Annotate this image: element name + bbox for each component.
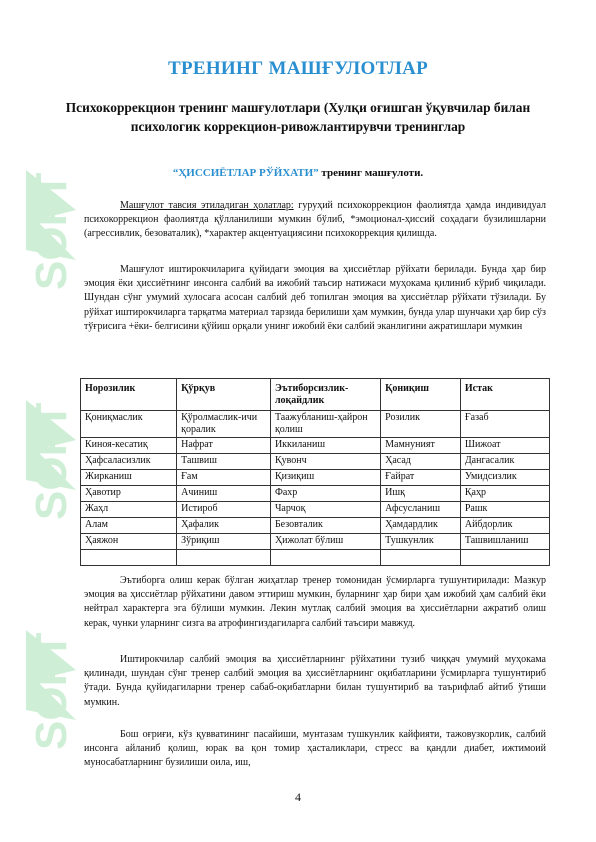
table-cell: Қувонч <box>270 454 380 470</box>
table-cell: Безовталик <box>270 518 380 534</box>
paragraph-1-label: Машғулот тавсия этиладиган ҳолатлар: <box>120 200 294 211</box>
table-cell: Ҳамдардлик <box>381 518 461 534</box>
section-heading-quoted: “ҲИССИЁТЛАР РЎЙХАТИ” <box>172 167 319 179</box>
paragraph-4: Иштирокчилар салбий эмоция ва ҳиссиётларнинг рўйхатини тузиб чиққач умумий муҳокама қилинади, шундан сўнг тренер салбий эмоция ва ҳиссиётларнинг оқибатларини ўсмирларга тушунтириб ўтади. Бунда қуйидагиларни тренер сабаб-оқибатларни билан тушунтириб ва таърифлаб айтиб ўтиши мумкин. <box>84 654 546 708</box>
paragraph-2: Машғулот иштирокчиларига қуйидаги эмоция ва ҳиссиётлар рўйхати берилади. Бунда ҳар бир эмоция ёки ҳиссиётнинг инсонга салбий ва ижобий таъсир натижаси муҳокама қилиниб кўриб чиқилади. Шундан сўнг умумий хулосага асосан салбий деб топилган эмоция ва ҳиссиётлар рўйхати тўзилади. Бу рўйхат иштирокчиларга тарқатма материал тарзида берилиши ҳам мумкин, бунда улар шунчаки ҳар бир сўз тўғрисига +ёки- белгисини қўйиш орқали унинг ижобий ёки салбий эканлигини ажратишлари мумкин <box>84 264 546 332</box>
table-row <box>81 438 550 454</box>
table-cell: Афсусланиш <box>381 502 461 518</box>
svg-text:SOFT: SOFT <box>27 632 76 750</box>
table-cell: Ачиниш <box>177 486 271 502</box>
table-row <box>81 411 550 438</box>
table-row <box>81 534 550 550</box>
table-row <box>81 518 550 534</box>
table-cell: Нафрат <box>177 438 271 454</box>
table-cell: Жаҳл <box>81 502 177 518</box>
section-heading-rest: тренинг машғулоти. <box>318 167 424 179</box>
table-cell: Зўриқиш <box>177 534 271 550</box>
table-cell <box>177 550 271 566</box>
table-cell: Рашк <box>460 502 549 518</box>
table-cell <box>460 550 549 566</box>
table-cell: Ташвишланиш <box>460 534 549 550</box>
svg-text:SOFT: SOFT <box>27 172 76 290</box>
table-cell: Қониқмаслик <box>81 411 177 438</box>
table-cell: Ташвиш <box>177 454 271 470</box>
paragraph-1 <box>84 199 546 242</box>
table-row <box>81 454 550 470</box>
page-number: 4 <box>295 790 301 804</box>
table-row <box>81 470 550 486</box>
table-cell: Ғам <box>177 470 271 486</box>
table-header-row <box>81 379 550 411</box>
table-row <box>81 550 550 566</box>
svg-text:SOFT: SOFT <box>27 402 76 520</box>
column-header: Эътиборсизлик-лоқайдлик <box>270 379 380 411</box>
table-cell: Қаҳр <box>460 486 549 502</box>
table-row <box>81 502 550 518</box>
table-cell: Мамнуният <box>381 438 461 454</box>
table-cell: Истироб <box>177 502 271 518</box>
section-heading <box>80 167 516 179</box>
paragraph-1-text: гуруҳий психокоррекцион фаолиятда ҳамда индивидуал психокоррекцион фаолиятда қўлланилиши мумкин бўлиб, *эмоционал-ҳиссий соҳадаги бузилишларни (агрессивлик, безоваталик), *характер акцентуациясини психокоррекция қилишда. <box>84 200 547 240</box>
table-cell <box>81 550 177 566</box>
column-header: Истак <box>460 379 549 411</box>
table-cell: Тушкунлик <box>381 534 461 550</box>
table-cell: Ҳафсаласизлик <box>81 454 177 470</box>
table-cell: Ғазаб <box>460 411 549 438</box>
table-cell: Ишқ <box>381 486 461 502</box>
table-cell: Алам <box>81 518 177 534</box>
table-cell: Ҳасад <box>381 454 461 470</box>
emotions-table <box>80 378 550 566</box>
table-cell <box>270 550 380 566</box>
table-cell: Чарчоқ <box>270 502 380 518</box>
table-cell: Иккиланиш <box>270 438 380 454</box>
table-cell: Таажубланиш-ҳайрон қолиш <box>270 411 380 438</box>
table-cell: Киноя-кесатиқ <box>81 438 177 454</box>
table-cell: Розилик <box>381 411 461 438</box>
table-cell: Ҳавотир <box>81 486 177 502</box>
table-cell: Жирканиш <box>81 470 177 486</box>
page-title: ТРЕНИНГ МАШҒУЛОТЛАР <box>167 58 429 79</box>
paragraph-3: Эътиборга олиш керак бўлган жиҳатлар тренер томонидан ўсмирларга тушунтирилади: Мазкур эмоция ва ҳиссиётлар рўйхатини давом эттириш мумкин, буларнинг ҳар бири ҳам ижобий ҳам салбий ёки нейтрал характерга эга бўлиши мумкин. Лекин мутлақ салбий эмоция ва ҳиссиётларни ажратиб олиш керак, чунки уларнинг сизга ва атрофингиздагиларга салбий таъсири мавжуд. <box>84 575 546 629</box>
column-header: Қониқиш <box>381 379 461 411</box>
table-cell: Ғайрат <box>381 470 461 486</box>
table-row <box>81 486 550 502</box>
table-cell: Дангасалик <box>460 454 549 470</box>
paragraph-5: Бош оғриғи, кўз қувватининг пасайиши, мунтазам тушкунлик кайфияти, тажовузкорлик, салбий инсонга айланиб қолиш, юрак ва қон томир ҳасталиклари, стресс ва қандли диабет, ижтимоий муносабатларнинг бузилиши оила, иш, <box>84 729 546 769</box>
column-header: Норозилик <box>81 379 177 411</box>
table-cell: Ҳаяжон <box>81 534 177 550</box>
table-cell: Умидсизлик <box>460 470 549 486</box>
table-cell: Қизиқиш <box>270 470 380 486</box>
table-cell: Қўролмаслик-ичи қоралик <box>177 411 271 438</box>
document-subtitle: Психокоррекцион тренинг машғулотлари (Хулқи оғишган ўқувчилар билан психологик коррекцион-ривожлантирувчи тренинглар <box>65 100 531 134</box>
table-cell: Фахр <box>270 486 380 502</box>
table-cell: Шижоат <box>460 438 549 454</box>
table-cell: Ҳижолат бўлиш <box>270 534 380 550</box>
column-header: Қўрқув <box>177 379 271 411</box>
table-cell <box>381 550 461 566</box>
table-cell: Айбдорлик <box>460 518 549 534</box>
table-cell: Ҳафалик <box>177 518 271 534</box>
